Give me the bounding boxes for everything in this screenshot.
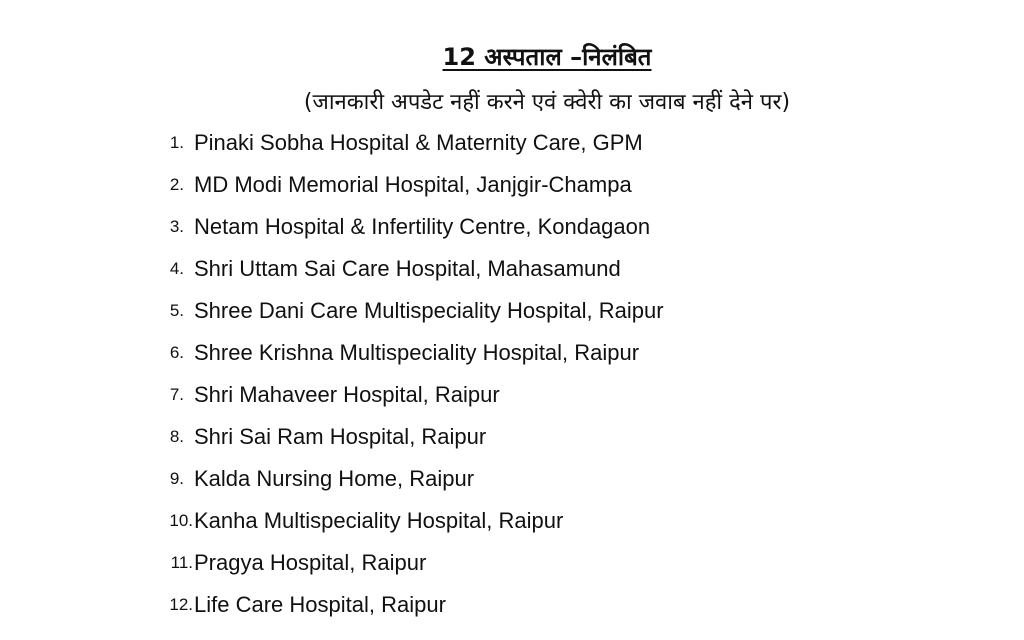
list-item-label: Shri Sai Ram Hospital, Raipur [194,424,487,449]
list-item [155,248,664,290]
list-item-number: 4. [169,259,184,278]
list-item-label: Kalda Nursing Home, Raipur [194,466,475,491]
list-item [155,374,664,416]
list-item [155,290,664,332]
list-item-label: MD Modi Memorial Hospital, Janjgir-Champa [194,172,632,197]
list-item-number: 11. [170,553,193,572]
list-item-number: 7. [169,385,184,404]
list-item [155,500,664,542]
page-title: 12 अस्पताल –निलंबित [442,43,652,71]
list-item [155,458,664,500]
list-item-number: 9. [169,469,184,488]
list-item-number: 1. [169,133,184,152]
list-item-number: 2. [169,175,184,194]
list-item-number: 8. [169,427,184,446]
page-subtitle: (जानकारी अपडेट नहीं करने एवं क्वेरी का जवाब नहीं देने पर) [303,90,791,115]
list-item-label: Pinaki Sobha Hospital & Maternity Care, GPM [194,130,643,155]
list-item-label: Pragya Hospital, Raipur [194,550,427,575]
list-item-number: 10. [169,511,193,530]
list-item-label: Life Care Hospital, Raipur [194,592,446,617]
list-item-label: Netam Hospital & Infertility Centre, Kondagaon [194,214,651,239]
list-item [155,416,664,458]
list-item-label: Shree Krishna Multispeciality Hospital, Raipur [194,340,640,365]
hospital-list [155,122,664,626]
list-item-label: Kanha Multispeciality Hospital, Raipur [194,508,564,533]
list-item [155,206,664,248]
list-item-label: Shree Dani Care Multispeciality Hospital, Raipur [194,298,664,323]
list-item [155,164,664,206]
list-item [155,584,664,626]
list-item [155,542,664,584]
list-item-number: 12. [169,595,193,614]
list-item-label: Shri Mahaveer Hospital, Raipur [194,382,500,407]
list-item-number: 6. [169,343,184,362]
list-item-label: Shri Uttam Sai Care Hospital, Mahasamund [194,256,621,281]
list-item-number: 3. [169,217,184,236]
list-item [155,122,664,164]
list-item-number: 5. [169,301,184,320]
list-item [155,332,664,374]
